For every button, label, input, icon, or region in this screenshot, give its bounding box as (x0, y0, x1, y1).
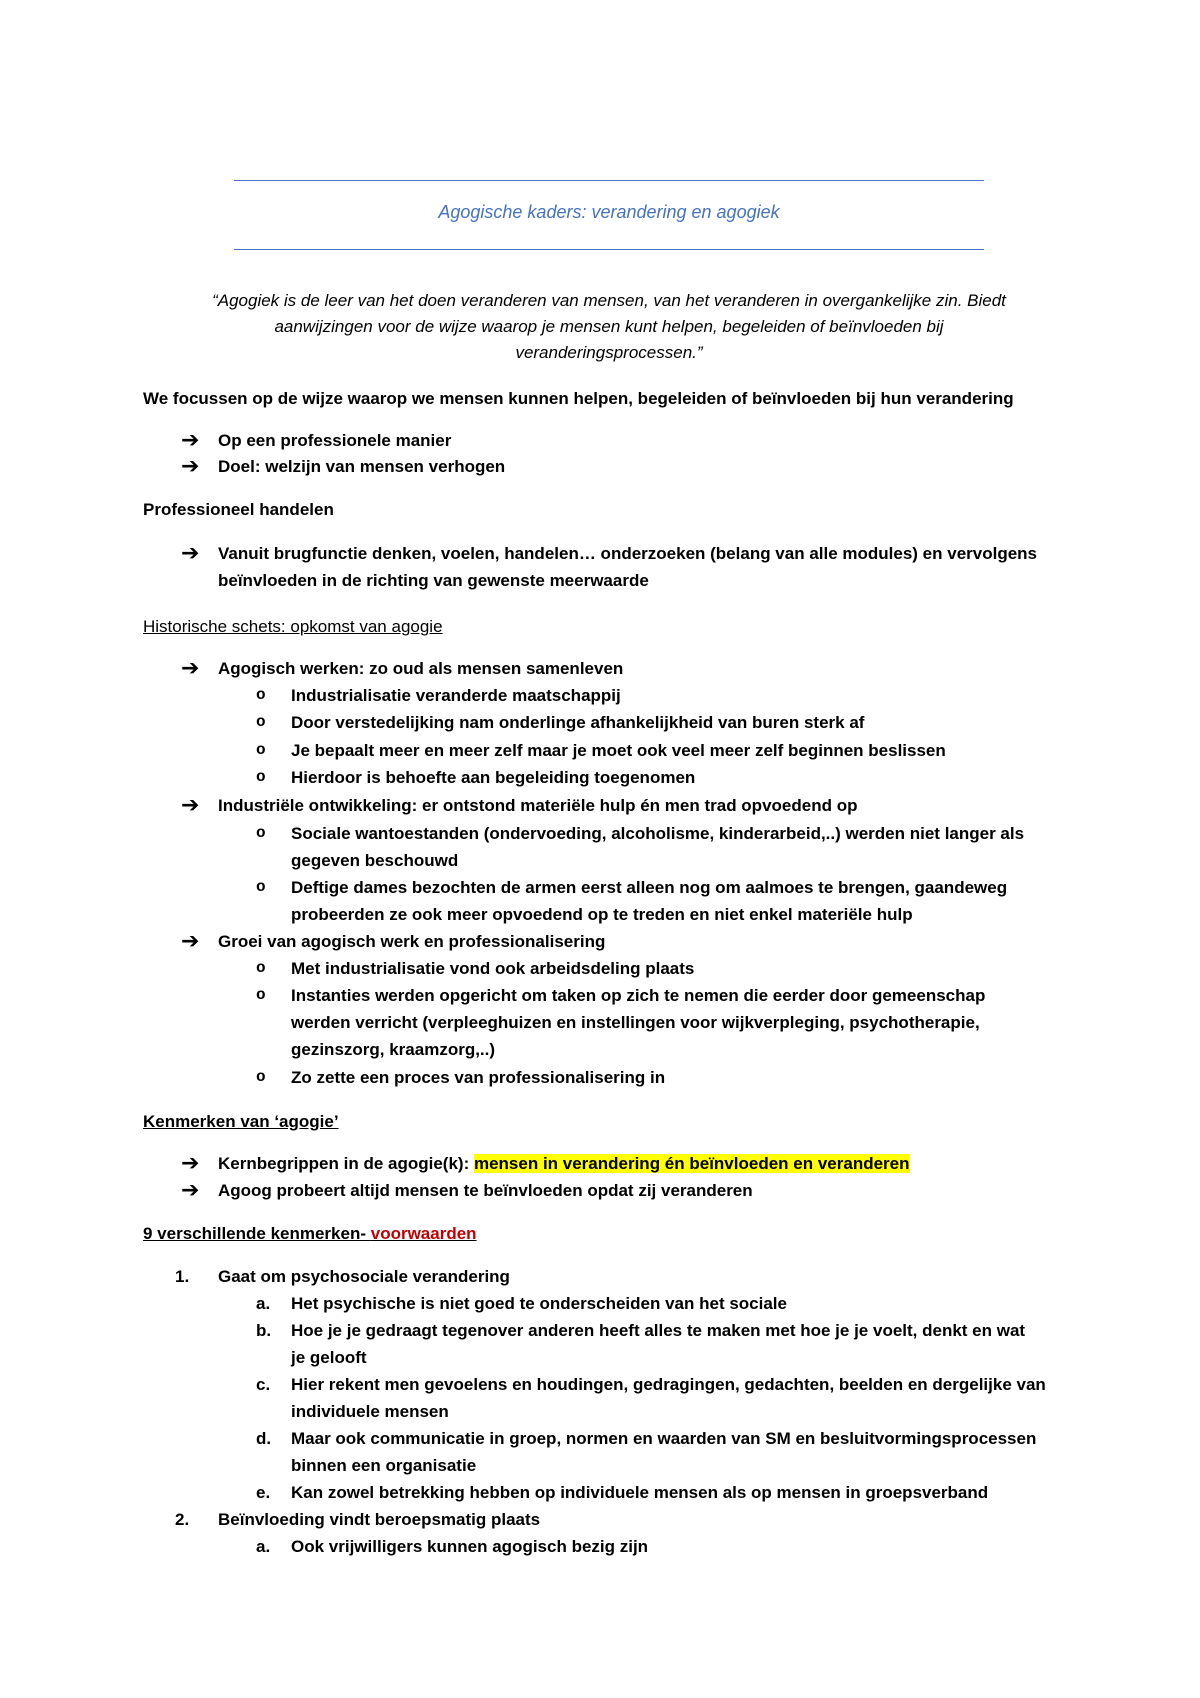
lettered-item-line: Hoe je je gedraagt tegenover anderen heeft alles te maken met hoe je je voelt, denkt en wat (291, 1321, 1026, 1340)
list-letter: a. (256, 1294, 271, 1313)
sub-item-line: Deftige dames bezochten de armen eerst alleen nog om aalmoes te brengen, gaandeweg (291, 878, 1008, 897)
arrow-icon: ➔ (181, 793, 200, 818)
arrow-icon: ➔ (181, 656, 200, 681)
lettered-item (291, 1425, 1071, 1479)
sub-item-line: gezinszorg, kraamzorg,..) (291, 1040, 496, 1059)
quote-line: aanwijzingen voor de wijze waarop je mensen kunt helpen, begeleiden of beïnvloeden bij (274, 317, 944, 336)
lettered-item-line: binnen een organisatie (291, 1456, 477, 1475)
list-item: Doel: welzijn van mensen verhogen (218, 457, 506, 476)
arrow-icon: ➔ (181, 454, 200, 479)
list-letter: c. (256, 1375, 271, 1394)
focus-heading: We focussen op de wijze waarop we mensen kunnen helpen, begeleiden of beïnvloeden bij hun verandering (143, 389, 1014, 408)
heading-accent: voorwaarden (370, 1224, 477, 1243)
lettered-item: Kan zowel betrekking hebben op individuele mensen als op mensen in groepsverband (291, 1483, 989, 1502)
sub-item: Zo zette een proces van professionalisering in (291, 1068, 666, 1087)
sub-item-line: werden verricht (verpleeghuizen en instellingen voor wijkverpleging, psychotherapie, (291, 1013, 980, 1032)
title-rule-top (234, 180, 984, 181)
arrow-icon: ➔ (181, 1151, 200, 1176)
bullet-icon: o (256, 768, 266, 786)
list-item-line: beïnvloeden in de richting van gewenste meerwaarde (218, 571, 649, 590)
section-heading-kenmerken: Kenmerken van ‘agogie’ (143, 1112, 339, 1131)
list-item: Industriële ontwikkeling: er ontstond materiële hulp én men trad opvoedend op (218, 796, 858, 815)
sub-item: Industrialisatie veranderde maatschappij (291, 686, 621, 705)
section-heading-history: Historische schets: opkomst van agogie (143, 617, 443, 636)
bullet-icon: o (256, 1068, 266, 1086)
list-number: 2. (175, 1510, 190, 1529)
sub-item (291, 982, 1071, 1063)
bullet-icon: o (256, 878, 266, 896)
sub-item: Je bepaalt meer en meer zelf maar je moet ook veel meer zelf beginnen beslissen (291, 741, 946, 760)
list-letter: a. (256, 1537, 271, 1556)
highlighted-text: mensen in verandering én beïnvloeden en veranderen (473, 1154, 910, 1173)
list-item: Op een professionele manier (218, 431, 452, 450)
list-item (218, 540, 1068, 594)
list-letter: e. (256, 1483, 271, 1502)
list-letter: d. (256, 1429, 272, 1448)
sub-item: Met industrialisatie vond ook arbeidsdeling plaats (291, 959, 695, 978)
quote-line: veranderingsprocessen.” (515, 343, 703, 362)
sub-item-line: Sociale wantoestanden (ondervoeding, alcoholisme, kinderarbeid,..) werden niet langer als (291, 824, 1025, 843)
definition-quote (200, 288, 1018, 366)
section-heading-professional: Professioneel handelen (143, 500, 334, 519)
list-item-line: Vanuit brugfunctie denken, voelen, handelen… onderzoeken (belang van alle modules) en vervolgens (218, 544, 1038, 563)
section-heading-nine (143, 1220, 1063, 1247)
lettered-item (291, 1317, 1071, 1371)
list-item (218, 1150, 1068, 1177)
sub-item (291, 820, 1071, 874)
sub-item: Door verstedelijking nam onderlinge afhankelijkheid van buren sterk af (291, 713, 865, 732)
title-rule-bottom (234, 249, 984, 250)
sub-item-line: Instanties werden opgericht om taken op zich te nemen die eerder door gemeenschap (291, 986, 986, 1005)
sub-item: Hierdoor is behoefte aan begeleiding toegenomen (291, 768, 696, 787)
bullet-icon: o (256, 713, 266, 731)
arrow-icon: ➔ (181, 428, 200, 453)
lettered-item-line: Maar ook communicatie in groep, normen en waarden van SM en besluitvormingsprocessen (291, 1429, 1037, 1448)
bullet-icon: o (256, 959, 266, 977)
lettered-item-line: individuele mensen (291, 1402, 449, 1421)
bullet-icon: o (256, 986, 266, 1004)
list-item: Agogisch werken: zo oud als mensen samenleven (218, 659, 624, 678)
numbered-item: Beïnvloeding vindt beroepsmatig plaats (218, 1510, 541, 1529)
page-title: Agogische kaders: verandering en agogiek (438, 202, 780, 222)
quote-line: “Agogiek is de leer van het doen veranderen van mensen, van het veranderen in overgankelijke zin. Biedt (212, 291, 1006, 310)
arrow-icon: ➔ (181, 541, 200, 566)
bullet-icon: o (256, 824, 266, 842)
sub-item-line: probeerden ze ook meer opvoedend op te treden en niet enkel materiële hulp (291, 905, 913, 924)
lettered-item (291, 1371, 1071, 1425)
sub-item-line: gegeven beschouwd (291, 851, 459, 870)
list-item: Groei van agogisch werk en professionalisering (218, 932, 606, 951)
lettered-item-line: je gelooft (291, 1348, 367, 1367)
list-number: 1. (175, 1267, 190, 1286)
list-item: Agoog probeert altijd mensen te beïnvloeden opdat zij veranderen (218, 1181, 753, 1200)
arrow-icon: ➔ (181, 929, 200, 954)
lettered-item-line: Hier rekent men gevoelens en houdingen, gedragingen, gedachten, beelden en dergelijke van (291, 1375, 1046, 1394)
list-letter: b. (256, 1321, 272, 1340)
lettered-item: Het psychische is niet goed te onderscheiden van het sociale (291, 1294, 787, 1313)
arrow-icon: ➔ (181, 1178, 200, 1203)
sub-item (291, 874, 1071, 928)
numbered-item: Gaat om psychosociale verandering (218, 1267, 510, 1286)
heading-text: 9 verschillende kenmerken- (143, 1224, 371, 1243)
bullet-icon: o (256, 741, 266, 759)
list-item-prefix: Kernbegrippen in de agogie(k): (218, 1154, 474, 1173)
lettered-item: Ook vrijwilligers kunnen agogisch bezig zijn (291, 1537, 649, 1556)
bullet-icon: o (256, 686, 266, 704)
